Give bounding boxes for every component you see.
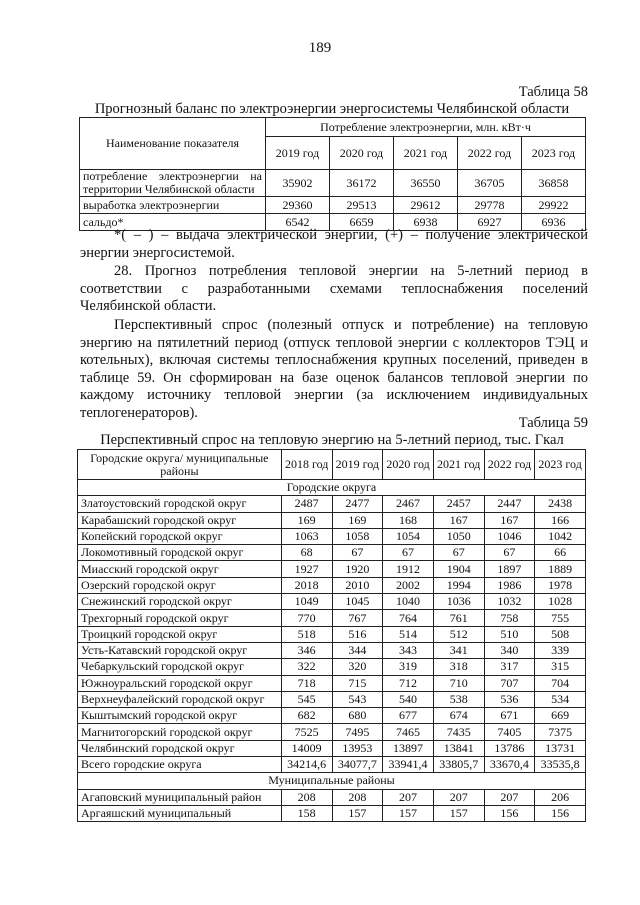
- table-59-row-cell: 2487: [281, 496, 332, 512]
- table-59-row-label: Агаповский муниципальный район: [78, 789, 282, 805]
- table-59-row-cell: 317: [484, 659, 535, 675]
- table-59-row-cell: 2010: [332, 577, 383, 593]
- table-59-row-cell: 167: [484, 512, 535, 528]
- table-59-row-cell: 677: [383, 708, 434, 724]
- table-59-row-cell: 1054: [383, 528, 434, 544]
- table-59-row-cell: 1049: [281, 594, 332, 610]
- table-59-row-cell: 315: [535, 659, 586, 675]
- table-59-row-cell: 1889: [535, 561, 586, 577]
- table-59-row-cell: 343: [383, 642, 434, 658]
- table-58-cell: 36550: [393, 170, 457, 197]
- table-59-row-cell: 207: [484, 789, 535, 805]
- table-59-row-cell: 512: [433, 626, 484, 642]
- table-59-row-cell: 669: [535, 708, 586, 724]
- table-59-title: Перспективный спрос на тепловую энергию на 5-летний период, тыс. Гкал: [100, 432, 564, 448]
- table-59-row-cell: 1912: [383, 561, 434, 577]
- table-59-row-cell: 1978: [535, 577, 586, 593]
- table-59-total-row-cell: 33805,7: [433, 757, 484, 773]
- table-58-year-header: 2023 год: [521, 137, 585, 170]
- table-59-row-cell: 2018: [281, 577, 332, 593]
- paragraph-28: 28. Прогноз потребления тепловой энергии на 5-летний период в соответствии с разработанными схемами теплоснабжения поселений Челябинской области.: [80, 263, 588, 314]
- table-59-row-cell: 1050: [433, 528, 484, 544]
- table-59-row: [78, 496, 586, 512]
- table-59-row-cell: 7465: [383, 724, 434, 740]
- table-59-row-cell: 7435: [433, 724, 484, 740]
- table-59-section-urban: [78, 480, 586, 496]
- table-59-row-cell: 707: [484, 675, 535, 691]
- table-59-row: [78, 789, 586, 805]
- table-59-year-header: 2019 год: [332, 450, 383, 480]
- table-59-row-cell: 167: [433, 512, 484, 528]
- table-59-row-cell: 14009: [281, 740, 332, 756]
- table-59-row-cell: 207: [433, 789, 484, 805]
- table-59-row-cell: 2467: [383, 496, 434, 512]
- table-59-row: [78, 610, 586, 626]
- table-59-row-cell: 13731: [535, 740, 586, 756]
- table-59-row-cell: 13841: [433, 740, 484, 756]
- table-59-row-cell: 2457: [433, 496, 484, 512]
- table-58-cell: 36705: [457, 170, 521, 197]
- table-59-row: [78, 659, 586, 675]
- table-59-total-row-cell: 34214,6: [281, 757, 332, 773]
- table-59-total-row-cell: 33535,8: [535, 757, 586, 773]
- table-59-section-urban-label: Городские округа: [78, 480, 586, 496]
- table-59-row-cell: 510: [484, 626, 535, 642]
- table-59-row-label: Карабашский городской округ: [78, 512, 282, 528]
- table-59-row-cell: 13897: [383, 740, 434, 756]
- table-59-year-header: 2020 год: [383, 450, 434, 480]
- table-59-row-cell: 7405: [484, 724, 535, 740]
- table-59-row-cell: 67: [484, 545, 535, 561]
- table-59-row-cell: 536: [484, 691, 535, 707]
- table-59-row-cell: 67: [332, 545, 383, 561]
- table-59-row-cell: 157: [433, 805, 484, 821]
- table-58-name-header: Наименование показателя: [80, 118, 266, 170]
- table-58-year-header: 2022 год: [457, 137, 521, 170]
- table-59-row-label: Верхнеуфалейский городской округ: [78, 691, 282, 707]
- table-59-row-cell: 1920: [332, 561, 383, 577]
- table-59-row-cell: 758: [484, 610, 535, 626]
- table-59-row-label: Трехгорный городской округ: [78, 610, 282, 626]
- table-59-row-cell: 208: [332, 789, 383, 805]
- table-59-row-cell: 346: [281, 642, 332, 658]
- table-59-total-row-cell: 33941,4: [383, 757, 434, 773]
- table-59-row-label: Златоустовский городской округ: [78, 496, 282, 512]
- table-58-row-label: потребление электроэнергии на территории Челябинской области: [80, 170, 266, 197]
- table-59-row-cell: 7495: [332, 724, 383, 740]
- table-58-year-header: 2020 год: [329, 137, 393, 170]
- table-59-year-header: 2018 год: [281, 450, 332, 480]
- table-59-row-cell: 680: [332, 708, 383, 724]
- table-59-row: [78, 642, 586, 658]
- table-59-row-cell: 340: [484, 642, 535, 658]
- table-59-row-label: Аргаяшский муниципальный: [78, 805, 282, 821]
- table-58-cell: 6542: [266, 214, 330, 231]
- table-59-row-label: Троицкий городской округ: [78, 626, 282, 642]
- table-59-row-cell: 538: [433, 691, 484, 707]
- table-59-row-cell: 715: [332, 675, 383, 691]
- table-59-row: [78, 805, 586, 821]
- table-58-cell: 36858: [521, 170, 585, 197]
- table-59-row-cell: 671: [484, 708, 535, 724]
- table-59-total-row: [78, 757, 586, 773]
- table-58-cell: 35902: [266, 170, 330, 197]
- table-59-year-header: 2023 год: [535, 450, 586, 480]
- table-59-row-cell: 718: [281, 675, 332, 691]
- table-58-cell: 29513: [329, 197, 393, 214]
- table-59-row-label: Чебаркульский городской округ: [78, 659, 282, 675]
- table-59-row-cell: 207: [383, 789, 434, 805]
- table-59-row: [78, 594, 586, 610]
- table-59-row-cell: 156: [484, 805, 535, 821]
- table-59-row-label: Магнитогорский городской округ: [78, 724, 282, 740]
- table-59-row-cell: 166: [535, 512, 586, 528]
- table-59-row-cell: 156: [535, 805, 586, 821]
- table-59-row: [78, 626, 586, 642]
- table-58-row: [80, 170, 586, 197]
- table-59-section-municipal-label: Муниципальные районы: [78, 773, 586, 789]
- table-59-row: [78, 512, 586, 528]
- table-58-year-header: 2019 год: [266, 137, 330, 170]
- table-58-row-label: сальдо*: [80, 214, 266, 231]
- table-59-row-cell: 1032: [484, 594, 535, 610]
- table-59-row-label: Усть-Катавский городской округ: [78, 642, 282, 658]
- table-59-row-cell: 1063: [281, 528, 332, 544]
- table-59-row-cell: 1046: [484, 528, 535, 544]
- table-59: [77, 449, 586, 822]
- paragraph-demand: Перспективный спрос (полезный отпуск и потребление) на тепловую энергию на пятилетний период (отпуск тепловой энергии с коллекторов ТЭЦ и котельных), включая системы теплоснабжения крупных поселений, приведен в таблице 59. Он сформирован на базе оценок балансов тепловой энергии по каждому источнику тепловой энергии (за исключением индивидуальных теплогенераторов).: [80, 317, 588, 421]
- table-59-row-cell: 169: [281, 512, 332, 528]
- table-59-row: [78, 740, 586, 756]
- table-59-row-cell: 2447: [484, 496, 535, 512]
- table-59-row-label: Южноуральский городской округ: [78, 675, 282, 691]
- table-59-row-cell: 208: [281, 789, 332, 805]
- table-59-section-municipal: [78, 773, 586, 789]
- table-58-cell: 29778: [457, 197, 521, 214]
- table-59-row-cell: 1904: [433, 561, 484, 577]
- table-59-row-cell: 764: [383, 610, 434, 626]
- table-59-row-cell: 712: [383, 675, 434, 691]
- table-58-row-label: выработка электроэнергии: [80, 197, 266, 214]
- table-59-row-cell: 1036: [433, 594, 484, 610]
- table-58-row: [80, 197, 586, 214]
- table-59-total-row-label: Всего городские округа: [78, 757, 282, 773]
- table-59-year-header: 2021 год: [433, 450, 484, 480]
- table-59-row-cell: 545: [281, 691, 332, 707]
- table-59-row-cell: 7525: [281, 724, 332, 740]
- table-59-row-cell: 1028: [535, 594, 586, 610]
- table-59-row-cell: 158: [281, 805, 332, 821]
- table-59-row-cell: 543: [332, 691, 383, 707]
- table-59-row-label: Кыштымский городской округ: [78, 708, 282, 724]
- table-59-row-cell: 1986: [484, 577, 535, 593]
- table-59-row-cell: 534: [535, 691, 586, 707]
- table-59-row: [78, 675, 586, 691]
- table-59-row: [78, 528, 586, 544]
- table-59-row-cell: 157: [383, 805, 434, 821]
- table-59-row-label: Озерский городской округ: [78, 577, 282, 593]
- table-59-row-cell: 13786: [484, 740, 535, 756]
- table-58-cell: 36172: [329, 170, 393, 197]
- table-59-row-label: Челябинский городской округ: [78, 740, 282, 756]
- table-59-row-cell: 206: [535, 789, 586, 805]
- table-59-row-label: Миасский городской округ: [78, 561, 282, 577]
- table-59-row: [78, 577, 586, 593]
- page-number: 189: [308, 40, 332, 56]
- table-59-row-cell: 767: [332, 610, 383, 626]
- table-59-row: [78, 691, 586, 707]
- table-59-row-cell: 7375: [535, 724, 586, 740]
- table-59-row-cell: 66: [535, 545, 586, 561]
- table-59-row: [78, 708, 586, 724]
- table-59-row-cell: 318: [433, 659, 484, 675]
- table-59-row-cell: 168: [383, 512, 434, 528]
- table-58-group-header: Потребление электроэнергии, млн. кВт·ч: [266, 118, 586, 137]
- table-58-cell: 29922: [521, 197, 585, 214]
- table-59-row-cell: 2002: [383, 577, 434, 593]
- table-59-row-cell: 755: [535, 610, 586, 626]
- table-59-row-cell: 2477: [332, 496, 383, 512]
- table-58-cell: 6927: [457, 214, 521, 231]
- table-59-row-cell: 169: [332, 512, 383, 528]
- table-58-year-header: 2021 год: [393, 137, 457, 170]
- table-59-row-cell: 1042: [535, 528, 586, 544]
- table-58-cell: 6938: [393, 214, 457, 231]
- table-59-row: [78, 561, 586, 577]
- table-59-row-cell: 704: [535, 675, 586, 691]
- table-59-row-cell: 508: [535, 626, 586, 642]
- table-59-row-cell: 518: [281, 626, 332, 642]
- table-59-row-cell: 1994: [433, 577, 484, 593]
- table-59-row-label: Локомотивный городской округ: [78, 545, 282, 561]
- table-59-row: [78, 724, 586, 740]
- table-58-footnote: *( – ) – выдача электрической энергии, (+) – получение электрической энергии энергосистемой.: [80, 227, 588, 261]
- table-58-cell: 29360: [266, 197, 330, 214]
- table-59-name-header: Городские округа/ муниципальные районы: [78, 450, 282, 480]
- table-59-row-cell: 322: [281, 659, 332, 675]
- table-58-cell: 6659: [329, 214, 393, 231]
- table-59-total-row-cell: 34077,7: [332, 757, 383, 773]
- table-59-total-row-cell: 33670,4: [484, 757, 535, 773]
- table-59-row: [78, 545, 586, 561]
- table-59-row-cell: 540: [383, 691, 434, 707]
- table-59-row-cell: 319: [383, 659, 434, 675]
- table-59-row-cell: 2438: [535, 496, 586, 512]
- table-59-year-header: 2022 год: [484, 450, 535, 480]
- table-58: [79, 117, 586, 231]
- table-59-row-cell: 516: [332, 626, 383, 642]
- table-59-row-cell: 67: [433, 545, 484, 561]
- table-59-row-cell: 1897: [484, 561, 535, 577]
- table-59-row-cell: 320: [332, 659, 383, 675]
- table-59-row-cell: 682: [281, 708, 332, 724]
- table-58-cell: 29612: [393, 197, 457, 214]
- table-59-row-cell: 1058: [332, 528, 383, 544]
- table-59-row-cell: 514: [383, 626, 434, 642]
- table-59-row-cell: 1927: [281, 561, 332, 577]
- table-59-caption: Таблица 59: [518, 415, 588, 431]
- table-59-row-cell: 339: [535, 642, 586, 658]
- table-59-row-cell: 761: [433, 610, 484, 626]
- table-59-row-cell: 341: [433, 642, 484, 658]
- table-59-row-label: Копейский городской округ: [78, 528, 282, 544]
- table-59-row-cell: 68: [281, 545, 332, 561]
- table-58-title: Прогнозный баланс по электроэнергии энергосистемы Челябинской области: [94, 101, 570, 117]
- table-59-row-cell: 344: [332, 642, 383, 658]
- table-59-row-cell: 67: [383, 545, 434, 561]
- table-58-cell: 6936: [521, 214, 585, 231]
- table-59-row-cell: 1040: [383, 594, 434, 610]
- table-59-row-cell: 674: [433, 708, 484, 724]
- table-59-row-cell: 157: [332, 805, 383, 821]
- table-59-row-cell: 1045: [332, 594, 383, 610]
- table-59-row-cell: 710: [433, 675, 484, 691]
- table-59-row-label: Снежинский городской округ: [78, 594, 282, 610]
- table-58-caption: Таблица 58: [518, 84, 588, 100]
- table-59-row-cell: 770: [281, 610, 332, 626]
- table-59-row-cell: 13953: [332, 740, 383, 756]
